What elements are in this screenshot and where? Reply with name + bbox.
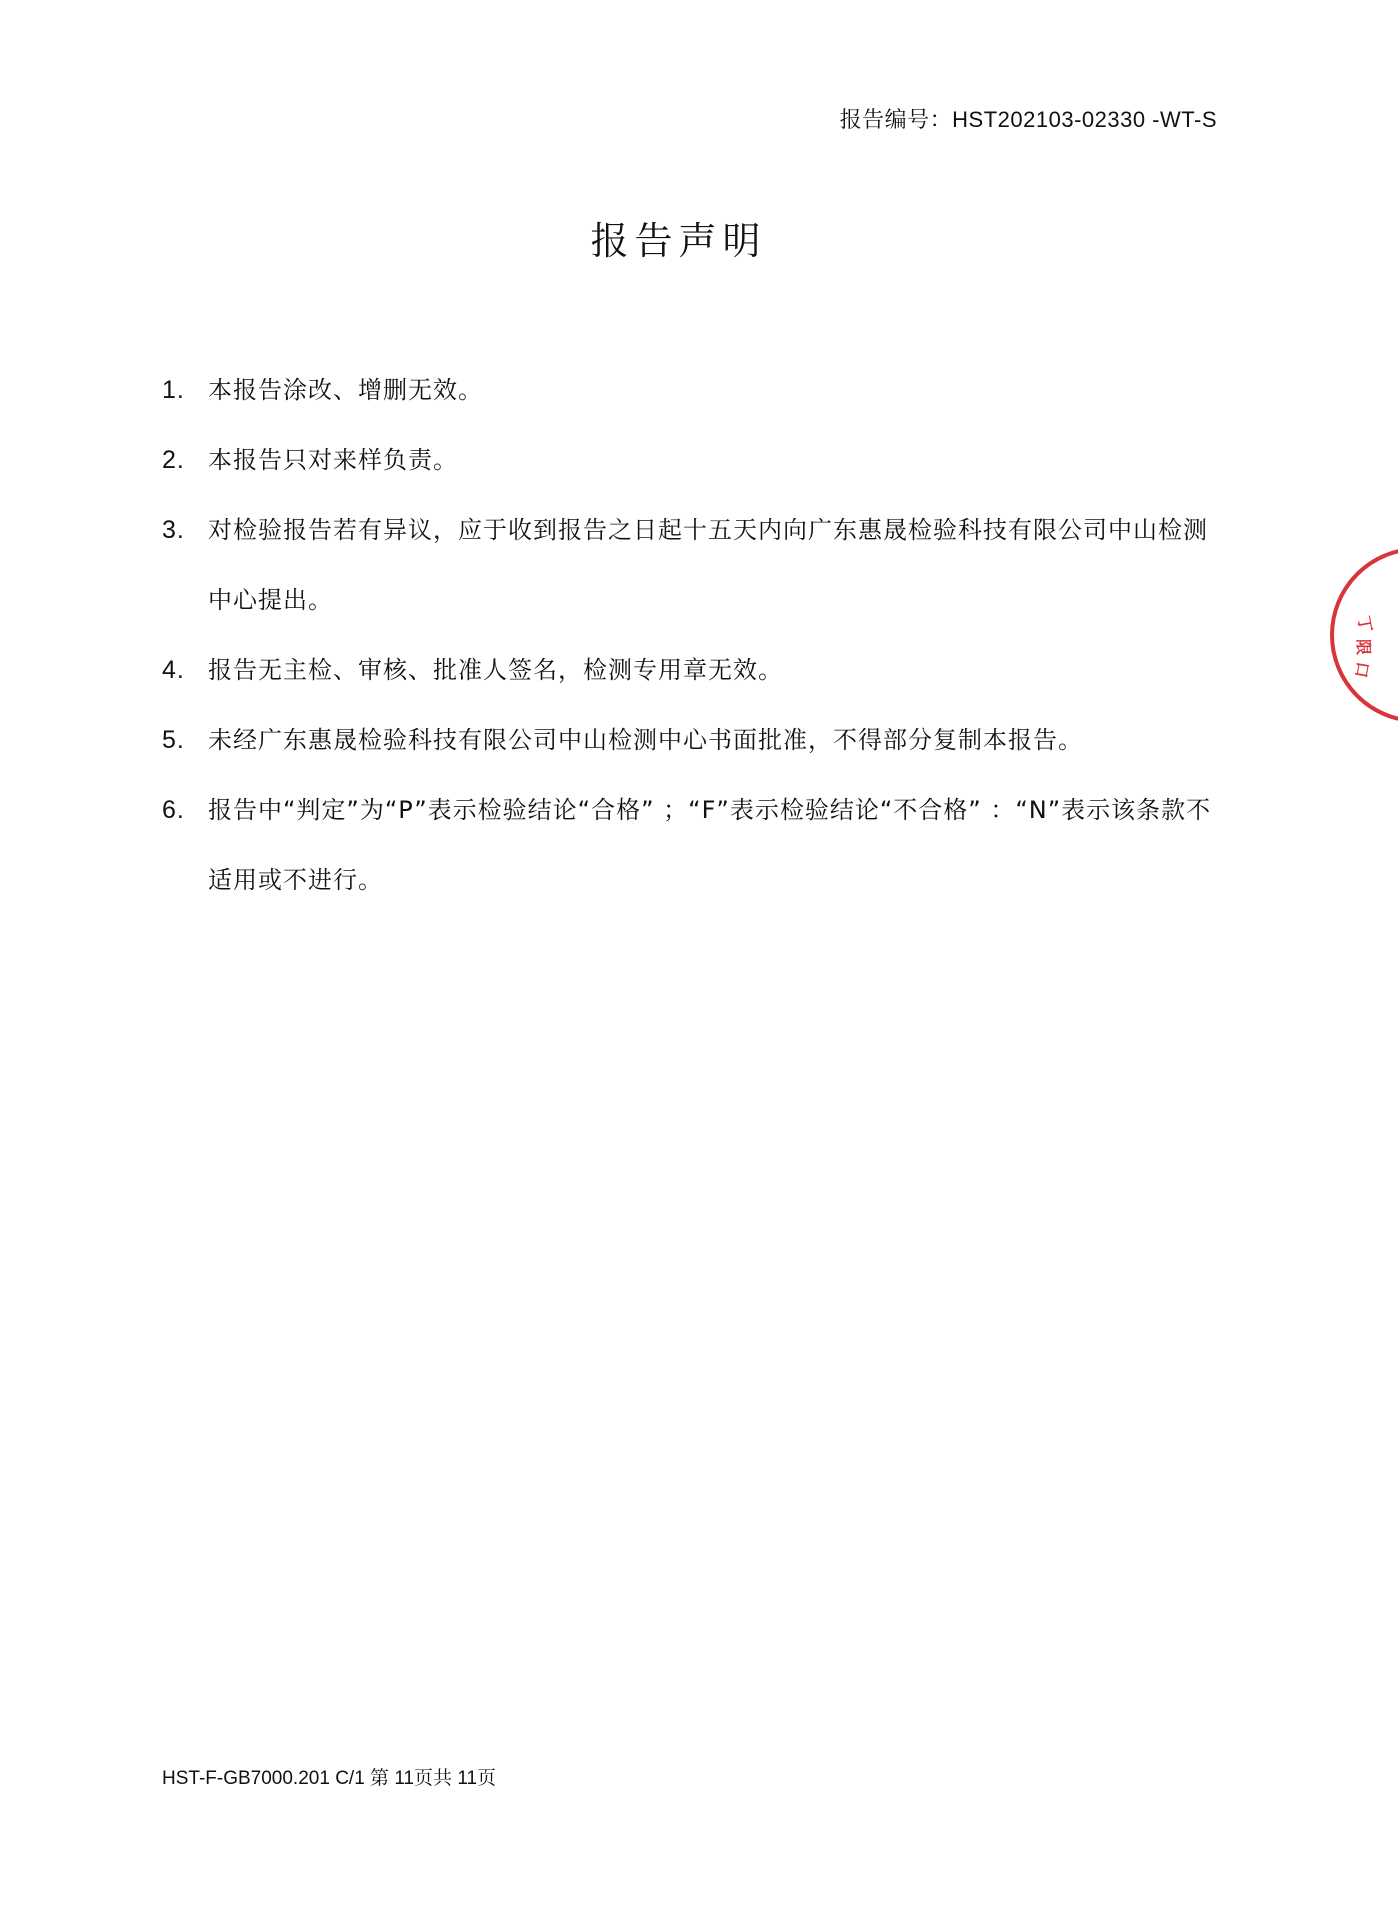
statement-list <box>162 355 1222 915</box>
statement-number: 5. <box>162 726 185 754</box>
report-number-label: 报告编号： <box>839 108 953 133</box>
statement-item <box>162 495 1222 635</box>
svg-text:丁: 丁 <box>1354 614 1376 634</box>
statement-text: 报告中“判定”为“P”表示检验结论“合格” ；“F”表示检验结论“不合格” ：“N”表示该条款不适用或不进行。 <box>208 796 1212 894</box>
statement-text: 本报告涂改、增删无效。 <box>208 376 483 404</box>
statement-item <box>162 705 1222 775</box>
statement-number: 4. <box>162 656 185 684</box>
statement-text: 本报告只对来样负责。 <box>208 446 458 474</box>
partial-seal-stamp <box>1318 545 1398 725</box>
statement-item <box>162 635 1222 705</box>
report-number-value: HST202103-02330 -WT-S <box>952 107 1217 132</box>
page-title: 报告声明 <box>590 219 767 263</box>
svg-text:限: 限 <box>1354 639 1373 656</box>
statement-number: 1. <box>162 376 185 404</box>
seal-lettering <box>1351 614 1375 679</box>
statement-text: 未经广东惠晟检验科技有限公司中山检测中心书面批准，不得部分复制本报告。 <box>208 726 1083 754</box>
page-footer: HST-F-GB7000.201 C/1 第 11页共 11页 <box>162 1768 497 1789</box>
statement-item <box>162 775 1222 915</box>
statement-number: 6. <box>162 796 185 824</box>
statement-text: 报告无主检、审核、批准人签名，检测专用章无效。 <box>208 656 783 684</box>
report-number <box>840 103 1217 134</box>
statement-number: 2. <box>162 446 185 474</box>
statement-item <box>162 425 1222 495</box>
statement-number: 3. <box>162 516 185 544</box>
seal-ring <box>1332 549 1398 721</box>
statement-text: 对检验报告若有异议，应于收到报告之日起十五天内向广东惠晟检验科技有限公司中山检测中心提出。 <box>208 516 1208 614</box>
svg-text:口: 口 <box>1351 660 1373 680</box>
statement-item <box>162 355 1222 425</box>
